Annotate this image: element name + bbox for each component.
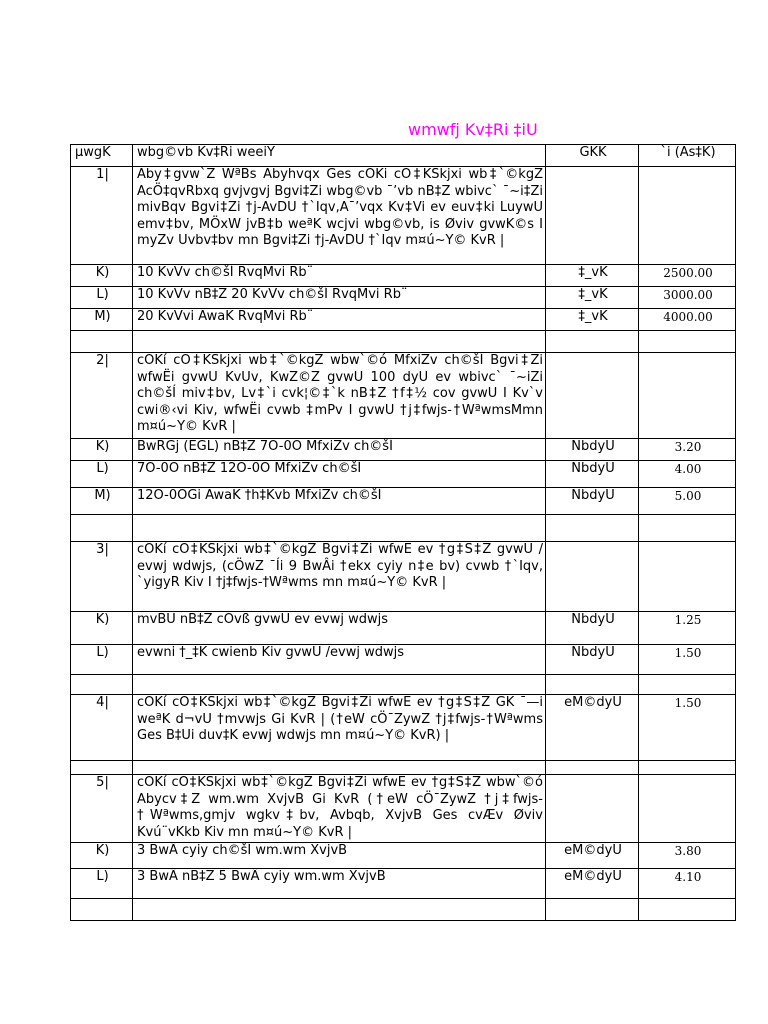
- sub-item-unit: NbdyU: [546, 645, 639, 675]
- sub-item-code: L): [71, 869, 133, 899]
- sub-item-rate: 3000.00: [639, 287, 736, 309]
- sub-item-unit: ‡_vK: [546, 287, 639, 309]
- sub-item-description: evwni †_‡K cwienb Kiv gvwU /evwj wdwjs: [133, 645, 546, 675]
- item-rate: [639, 353, 736, 439]
- sub-item-description: 10 KvVv nB‡Z 20 KvVv ch©šÍ RvqMvi Rb¨: [133, 287, 546, 309]
- item-unit: [546, 353, 639, 439]
- item-description-text: cÖKí cÖ‡KŠkjxi wb‡`©kgZ Bgvi‡Zi wfwË ev †g‡S‡Z GK ¯—i weªK d¬vU †mvwjs Gi KvR | (†eW cÖ¯ZywZ †j‡fwjs-†Wªwms Ges B‡Ui duv‡K evwj wdwjs mn m¤ú~Y© KvR) |: [137, 695, 543, 743]
- item-description: [133, 353, 546, 439]
- item-unit: eM©dyU: [546, 695, 639, 761]
- sub-item-unit: NbdyU: [546, 612, 639, 645]
- sub-item-row: [71, 612, 736, 645]
- spacer-row: [71, 899, 736, 921]
- sub-item-rate: 5.00: [639, 488, 736, 515]
- spacer-row: [71, 675, 736, 695]
- header-unit: GKK: [546, 145, 639, 167]
- sub-item-description: 20 KvVvi AwaK RvqMvi Rb¨: [133, 309, 546, 331]
- sub-item-code: K): [71, 843, 133, 869]
- page-title: wmwfj Kv‡Ri ‡iU: [408, 120, 538, 139]
- item-number: 1|: [71, 167, 133, 265]
- sub-item-code: L): [71, 287, 133, 309]
- sub-item-row: [71, 488, 736, 515]
- item-number: 3|: [71, 542, 133, 612]
- sub-item-description: 12Õ-0ÓGi AwaK †h‡Kvb MfxiZv ch©šÍ: [133, 488, 546, 515]
- sub-item-code: M): [71, 488, 133, 515]
- header-desc: wbg©vb Kv‡Ri weeiY: [133, 145, 546, 167]
- sub-item-rate: 3.20: [639, 439, 736, 461]
- sub-item-code: M): [71, 309, 133, 331]
- spacer-row: [71, 761, 736, 775]
- sub-item-unit: eM©dyU: [546, 843, 639, 869]
- item-row: [71, 353, 736, 439]
- item-row: [71, 167, 736, 265]
- sub-item-description: 7Õ-0Ó nB‡Z 12Õ-0Ó MfxiZv ch©šÍ: [133, 461, 546, 488]
- sub-item-rate: 4000.00: [639, 309, 736, 331]
- sub-item-rate: 1.25: [639, 612, 736, 645]
- sub-item-code: K): [71, 265, 133, 287]
- sub-item-row: [71, 843, 736, 869]
- sub-item-unit: eM©dyU: [546, 869, 639, 899]
- sub-item-row: [71, 645, 736, 675]
- sub-item-row: [71, 439, 736, 461]
- sub-item-rate: 1.50: [639, 645, 736, 675]
- item-rate: [639, 167, 736, 265]
- item-description-text: cÖKí cÖ‡KŠkjxi wb‡`©kgZ Bgvi‡Zi wfwË ev †g‡S‡Z wbw`©ó Abycv‡Z wm.wm XvjvB Gi KvR (†eW cÖ¯ZywZ †j‡fwjs-†Wªwms,gmjv wgkv‡bv, Avbqb, XvjvB Ges cvÆv Øviv Kvú¨vKkb Kiv mn m¤ú~Y© KvR |: [137, 775, 543, 840]
- item-description: [133, 542, 546, 612]
- sub-item-unit: NbdyU: [546, 488, 639, 515]
- header-sl: µwgK: [71, 145, 133, 167]
- spacer-row: [71, 515, 736, 542]
- item-unit: [546, 542, 639, 612]
- header-row: [71, 145, 736, 167]
- sub-item-row: [71, 309, 736, 331]
- item-row: [71, 775, 736, 843]
- header-rate: `i (As‡K): [639, 145, 736, 167]
- sub-item-code: K): [71, 439, 133, 461]
- item-unit: [546, 167, 639, 265]
- item-description: [133, 775, 546, 843]
- sub-item-rate: 4.10: [639, 869, 736, 899]
- item-row: [71, 695, 736, 761]
- sub-item-rate: 3.80: [639, 843, 736, 869]
- item-description: [133, 695, 546, 761]
- sub-item-rate: 2500.00: [639, 265, 736, 287]
- sub-item-description: 10 KvVv ch©šÍ RvqMvi Rb¨: [133, 265, 546, 287]
- sub-item-unit: ‡_vK: [546, 265, 639, 287]
- sub-item-row: [71, 265, 736, 287]
- item-unit: [546, 775, 639, 843]
- sub-item-unit: ‡_vK: [546, 309, 639, 331]
- sub-item-row: [71, 287, 736, 309]
- sub-item-code: L): [71, 645, 133, 675]
- sub-item-rate: 4.00: [639, 461, 736, 488]
- sub-item-unit: NbdyU: [546, 439, 639, 461]
- sub-item-row: [71, 461, 736, 488]
- spacer-row: [71, 331, 736, 353]
- item-number: 4|: [71, 695, 133, 761]
- item-description-text: cÖKí cÖ‡KŠkjxi wb‡`©kgZ Bgvi‡Zi wfwË ev †g‡S‡Z gvwU / evwj wdwjs, (cÖwZ ¯Íi 9 BwÂi †ekx cyiy n‡e bv) cvwb †`Iqv, `yigyR Kiv I †j‡fwjs-†Wªwms mn m¤ú~Y© KvR |: [137, 542, 543, 590]
- item-rate: [639, 542, 736, 612]
- rate-schedule-table: [70, 144, 736, 921]
- item-rate: [639, 775, 736, 843]
- sub-item-unit: NbdyU: [546, 461, 639, 488]
- item-description: [133, 167, 546, 265]
- sub-item-description: BwRGj (EGL) nB‡Z 7Õ-0Ó MfxiZv ch©šÍ: [133, 439, 546, 461]
- sub-item-description: 3 BwÂ cyiy ch©šÍ wm.wm XvjvB: [133, 843, 546, 869]
- item-number: 5|: [71, 775, 133, 843]
- item-description-text: Aby‡gvw`Z WªBs Abyhvqx Ges cOKi cO‡KSkjxi wb‡`©kgZ AcÖ‡qvRbxq gvjvgvj Bgvi‡Zi wbg©vb ¯’vb nB‡Z wbivc` ¯~i‡Zi mivBqv Bgvi‡Zi †j-AvDU †`Iqv,A¯’vqx Kv‡Vi ev euv‡ki LuywU emv‡bv, MÖxW jvB‡b weªK wcjvi wbg©vb, is Øviv gvwK©s I myZv Uvbv‡bv mn Bgvi‡Zi †j-AvDU †`Iqv m¤ú~Y© KvR |: [137, 167, 543, 248]
- item-description-text: cÖKí cÖ‡KŠkjxi wb‡`©kgZ wbw`©ó MfxiZv ch©šÍ Bgvi‡Zi wfwËi gvwU KvUv, KwZ©Z gvwU 100 dyU ev wbivc` ¯~iZi ch©šÍ miv‡bv, Lv‡`i cvk¦©‡`k nB‡Z †f‡½ cov gvwU I Kv`v cwi®‹vi Kiv, wfwËi cvwb ‡mPv I gvwU †j‡fwjs-†WªwmsMmn m¤ú~Y© KvR |: [137, 353, 543, 434]
- sub-item-code: K): [71, 612, 133, 645]
- item-row: [71, 542, 736, 612]
- sub-item-description: 3 BwÂ nB‡Z 5 BwÂ cyiy wm.wm XvjvB: [133, 869, 546, 899]
- sub-item-description: mvBU nB‡Z cÖvß gvwU ev evwj wdwjs: [133, 612, 546, 645]
- item-number: 2|: [71, 353, 133, 439]
- sub-item-code: L): [71, 461, 133, 488]
- sub-item-row: [71, 869, 736, 899]
- item-rate: 1.50: [639, 695, 736, 761]
